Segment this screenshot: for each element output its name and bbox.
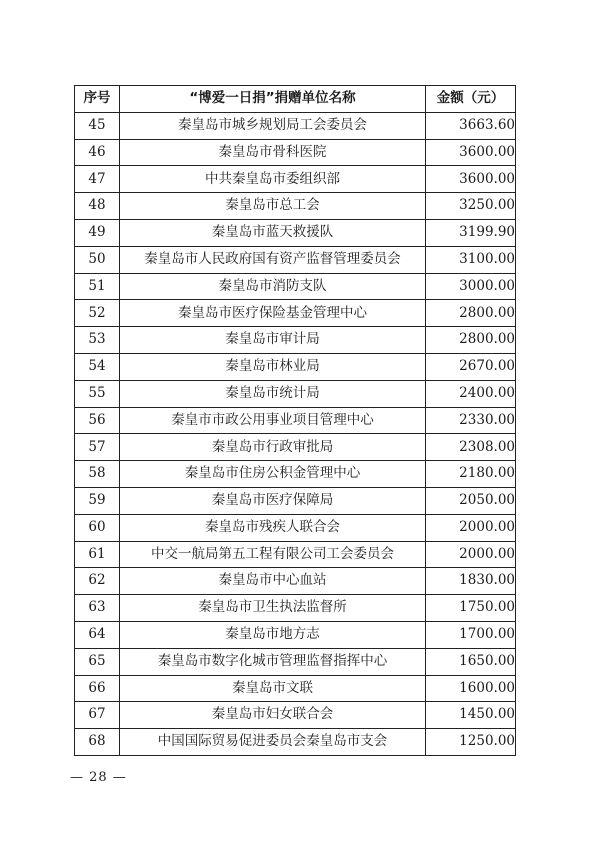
table-row bbox=[75, 219, 516, 246]
cell-name: 秦皇岛市妇女联合会 bbox=[120, 702, 426, 729]
cell-name: 秦皇岛市蓝天救援队 bbox=[120, 219, 426, 246]
table-row bbox=[75, 621, 516, 648]
cell-amount: 2670.00 bbox=[426, 353, 516, 380]
cell-amount: 3100.00 bbox=[426, 246, 516, 273]
header-seq: 序号 bbox=[75, 86, 120, 113]
cell-amount: 2050.00 bbox=[426, 487, 516, 514]
table-row bbox=[75, 595, 516, 622]
cell-name: 秦皇岛市统计局 bbox=[120, 380, 426, 407]
cell-amount: 3199.90 bbox=[426, 219, 516, 246]
cell-seq: 61 bbox=[75, 541, 120, 568]
cell-seq: 52 bbox=[75, 300, 120, 327]
cell-amount: 1750.00 bbox=[426, 595, 516, 622]
cell-name: 秦皇市市政公用事业项目管理中心 bbox=[120, 407, 426, 434]
cell-seq: 66 bbox=[75, 675, 120, 702]
cell-amount: 2000.00 bbox=[426, 514, 516, 541]
cell-name: 秦皇岛市消防支队 bbox=[120, 273, 426, 300]
donation-table bbox=[74, 85, 516, 756]
table-row bbox=[75, 702, 516, 729]
table-header-row bbox=[75, 86, 516, 113]
cell-amount: 1450.00 bbox=[426, 702, 516, 729]
cell-amount: 2308.00 bbox=[426, 434, 516, 461]
cell-seq: 47 bbox=[75, 166, 120, 193]
cell-seq: 58 bbox=[75, 461, 120, 488]
cell-name: 中交一航局第五工程有限公司工会委员会 bbox=[120, 541, 426, 568]
cell-name: 秦皇岛市卫生执法监督所 bbox=[120, 595, 426, 622]
cell-name: 秦皇岛市骨科医院 bbox=[120, 139, 426, 166]
header-amount: 金额（元） bbox=[426, 86, 516, 113]
table-row bbox=[75, 300, 516, 327]
table-row bbox=[75, 407, 516, 434]
cell-amount: 3600.00 bbox=[426, 166, 516, 193]
table-row bbox=[75, 568, 516, 595]
cell-amount: 1700.00 bbox=[426, 621, 516, 648]
table-row bbox=[75, 273, 516, 300]
cell-seq: 51 bbox=[75, 273, 120, 300]
cell-name: 秦皇岛市总工会 bbox=[120, 193, 426, 220]
table-row bbox=[75, 353, 516, 380]
cell-amount: 1250.00 bbox=[426, 729, 516, 756]
table-row bbox=[75, 327, 516, 354]
cell-seq: 50 bbox=[75, 246, 120, 273]
cell-name: 秦皇岛市医疗保障局 bbox=[120, 487, 426, 514]
cell-seq: 46 bbox=[75, 139, 120, 166]
cell-seq: 62 bbox=[75, 568, 120, 595]
table-row bbox=[75, 461, 516, 488]
cell-name: 秦皇岛市残疾人联合会 bbox=[120, 514, 426, 541]
table-row bbox=[75, 380, 516, 407]
table-row bbox=[75, 514, 516, 541]
cell-name: 秦皇岛市城乡规划局工会委员会 bbox=[120, 112, 426, 139]
table-row bbox=[75, 139, 516, 166]
cell-seq: 45 bbox=[75, 112, 120, 139]
cell-seq: 48 bbox=[75, 193, 120, 220]
cell-name: 秦皇岛市数字化城市管理监督指挥中心 bbox=[120, 648, 426, 675]
cell-seq: 53 bbox=[75, 327, 120, 354]
cell-seq: 64 bbox=[75, 621, 120, 648]
cell-amount: 2180.00 bbox=[426, 461, 516, 488]
table-row bbox=[75, 166, 516, 193]
cell-name: 秦皇岛市人民政府国有资产监督管理委员会 bbox=[120, 246, 426, 273]
cell-amount: 2000.00 bbox=[426, 541, 516, 568]
cell-name: 秦皇岛市医疗保险基金管理中心 bbox=[120, 300, 426, 327]
cell-name: 秦皇岛市地方志 bbox=[120, 621, 426, 648]
cell-amount: 3000.00 bbox=[426, 273, 516, 300]
cell-seq: 68 bbox=[75, 729, 120, 756]
table-row bbox=[75, 193, 516, 220]
cell-seq: 67 bbox=[75, 702, 120, 729]
cell-seq: 55 bbox=[75, 380, 120, 407]
cell-name: 秦皇岛市行政审批局 bbox=[120, 434, 426, 461]
cell-seq: 63 bbox=[75, 595, 120, 622]
cell-name: 秦皇岛市审计局 bbox=[120, 327, 426, 354]
cell-amount: 1650.00 bbox=[426, 648, 516, 675]
cell-name: 秦皇岛市文联 bbox=[120, 675, 426, 702]
cell-name: 秦皇岛市中心血站 bbox=[120, 568, 426, 595]
cell-amount: 3250.00 bbox=[426, 193, 516, 220]
cell-amount: 2800.00 bbox=[426, 327, 516, 354]
table-row bbox=[75, 487, 516, 514]
cell-name: 中共秦皇岛市委组织部 bbox=[120, 166, 426, 193]
cell-seq: 59 bbox=[75, 487, 120, 514]
cell-amount: 2800.00 bbox=[426, 300, 516, 327]
table-row bbox=[75, 112, 516, 139]
table-row bbox=[75, 648, 516, 675]
page-number: — 28 — bbox=[70, 770, 127, 785]
cell-amount: 1830.00 bbox=[426, 568, 516, 595]
table-body bbox=[75, 112, 516, 755]
cell-seq: 57 bbox=[75, 434, 120, 461]
cell-amount: 3663.60 bbox=[426, 112, 516, 139]
cell-seq: 60 bbox=[75, 514, 120, 541]
header-name: “博爱一日捐”捐赠单位名称 bbox=[120, 86, 426, 113]
table-row bbox=[75, 675, 516, 702]
cell-amount: 2400.00 bbox=[426, 380, 516, 407]
cell-seq: 65 bbox=[75, 648, 120, 675]
table-row bbox=[75, 729, 516, 756]
cell-name: 秦皇岛市住房公积金管理中心 bbox=[120, 461, 426, 488]
table-row bbox=[75, 246, 516, 273]
cell-seq: 54 bbox=[75, 353, 120, 380]
cell-seq: 49 bbox=[75, 219, 120, 246]
cell-seq: 56 bbox=[75, 407, 120, 434]
cell-name: 中国国际贸易促进委员会秦皇岛市支会 bbox=[120, 729, 426, 756]
cell-amount: 2330.00 bbox=[426, 407, 516, 434]
table-row bbox=[75, 541, 516, 568]
cell-name: 秦皇岛市林业局 bbox=[120, 353, 426, 380]
cell-amount: 3600.00 bbox=[426, 139, 516, 166]
table-row bbox=[75, 434, 516, 461]
cell-amount: 1600.00 bbox=[426, 675, 516, 702]
